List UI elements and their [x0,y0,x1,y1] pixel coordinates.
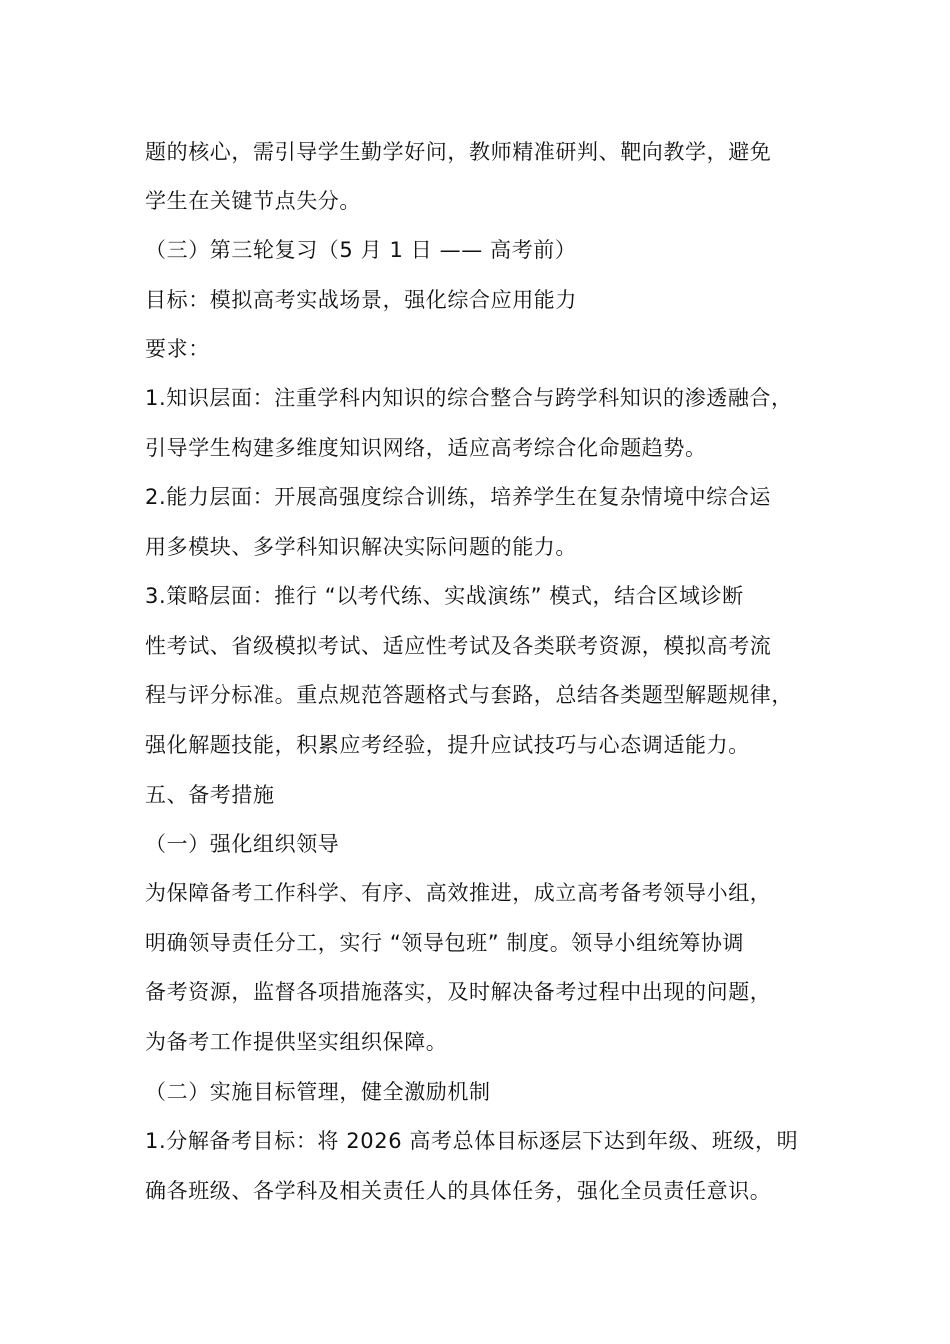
text-line: 程与评分标准。重点规范答题格式与套路，总结各类题型解题规律， [145,683,793,707]
section-heading: （二）实施目标管理，健全激励机制 [145,1080,491,1104]
text-line: 1.分解备考目标：将 2026 高考总体目标逐层下达到年级、班级，明 [145,1129,799,1153]
section-heading: （三）第三轮复习（5 月 1 日 —— 高考前） [145,238,577,262]
text-line: 题的核心，需引导学生勤学好问，教师精准研判、靶向教学，避免 [145,140,772,164]
text-line: 为保障备考工作科学、有序、高效推进，成立高考备考领导小组， [145,881,772,905]
text-line: 备考资源，监督各项措施落实，及时解决备考过程中出现的问题， [145,980,772,1004]
text-line: 2.能力层面：开展高强度综合训练，培养学生在复杂情境中综合运 [145,485,772,509]
text-line: 3.策略层面：推行 “以考代练、实战演练” 模式，结合区域诊断 [145,584,744,608]
text-line: 学生在关键节点失分。 [145,189,361,213]
text-line: 强化解题技能，积累应考经验，提升应试技巧与心态调适能力。 [145,733,750,757]
text-line: 为备考工作提供坚实组织保障。 [145,1030,448,1054]
text-line: 引导学生构建多维度知识网络，适应高考综合化命题趋势。 [145,436,707,460]
text-line: 确各班级、各学科及相关责任人的具体任务，强化全员责任意识。 [145,1179,772,1203]
section-heading: 五、备考措施 [145,783,275,807]
section-heading: （一）强化组织领导 [145,832,340,856]
text-line: 目标：模拟高考实战场景，强化综合应用能力 [145,288,577,312]
text-line: 用多模块、多学科知识解决实际问题的能力。 [145,535,577,559]
text-line: 明确领导责任分工，实行 “领导包班” 制度。领导小组统筹协调 [145,931,745,955]
text-line: 1.知识层面：注重学科内知识的综合整合与跨学科知识的渗透融合， [145,386,793,410]
text-line: 要求： [145,337,210,361]
text-line: 性考试、省级模拟考试、适应性考试及各类联考资源，模拟高考流 [145,634,772,658]
